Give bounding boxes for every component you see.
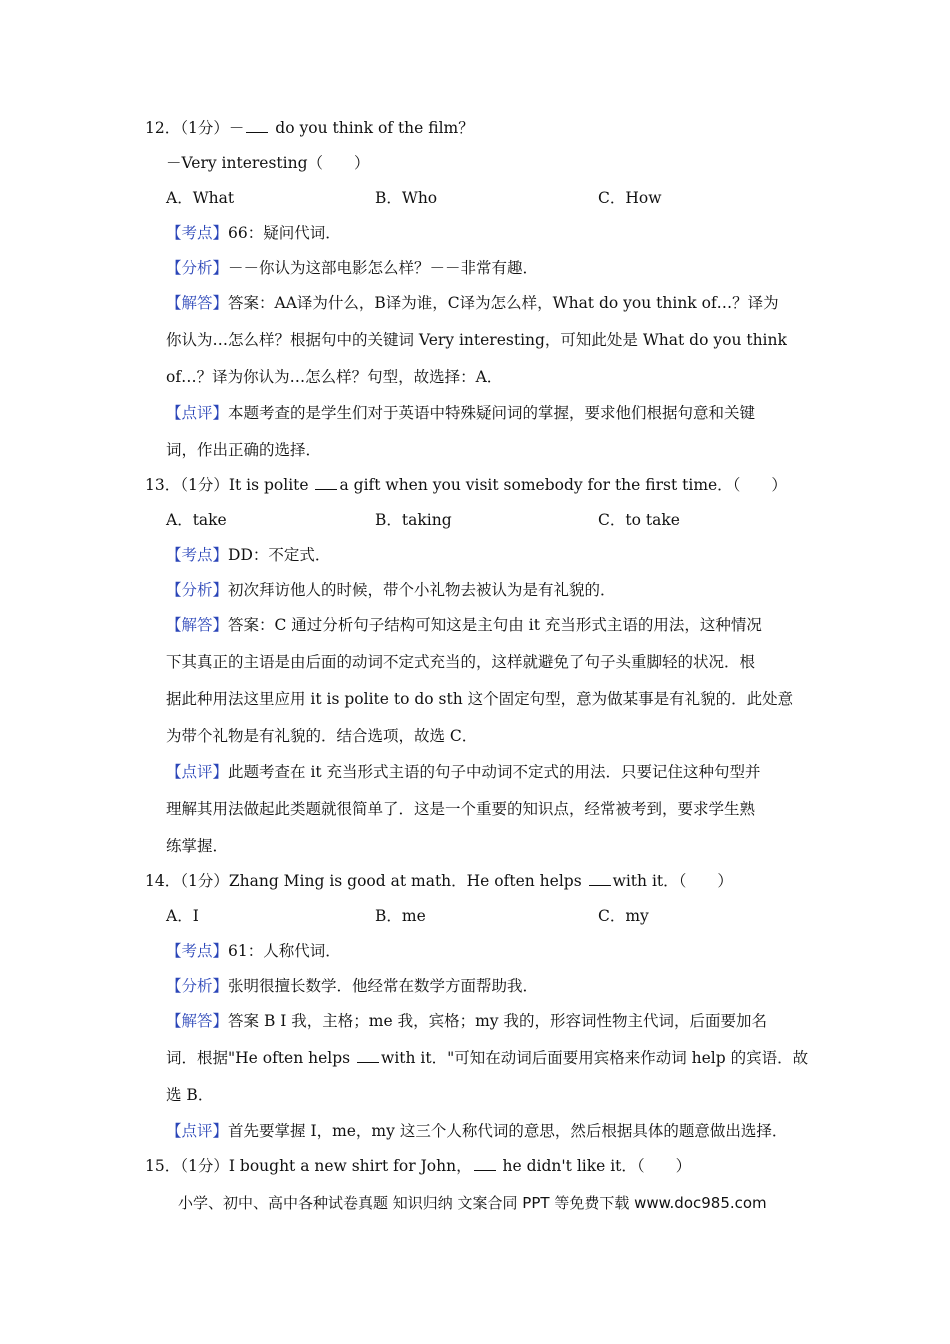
option-b: B．taking: [375, 511, 452, 529]
dianping-line: 词，作出正确的选择．: [166, 441, 322, 459]
option-c: C．to take: [598, 511, 680, 529]
option-c: C．my: [598, 907, 649, 925]
blank-line: [315, 475, 337, 490]
jieda-line: 为带个礼物是有礼貌的．结合选项，故选 C．: [166, 727, 478, 745]
fenxi-line: 【分析】张明很擅长数学．他经常在数学方面帮助我．: [166, 977, 539, 995]
fenxi-line: 【分析】初次拜访他人的时候，带个小礼物去被认为是有礼貌的．: [166, 581, 616, 599]
question-12-reply: －Very interesting（ ）: [166, 154, 370, 172]
question-score: （1分）: [180, 872, 229, 890]
kaodian-tag: 【考点】: [166, 546, 229, 564]
option-a: A．I: [166, 907, 199, 925]
fenxi-tag: 【分析】: [166, 977, 229, 995]
question-13-stem: 13．（1分）It is polite a gift when you visit somebody for the first time．（ ）: [145, 476, 787, 494]
fenxi-tag: 【分析】: [166, 259, 229, 277]
kaodian-line: 【考点】DD：不定式．: [166, 546, 331, 564]
dianping-line: 【点评】首先要掌握 I，me，my 这三个人称代词的意思，然后根据具体的题意做出选择．: [166, 1122, 788, 1140]
jieda-tag: 【解答】: [166, 616, 229, 634]
jieda-line: 【解答】答案：C 通过分析句子结构可知这是主句由 it 充当形式主语的用法，这种情况: [166, 616, 762, 634]
option-b: B．Who: [375, 189, 438, 207]
kaodian-tag: 【考点】: [166, 942, 229, 960]
question-score: （1分）: [180, 119, 229, 137]
question-number: 13．: [145, 476, 181, 494]
jieda-line: 词．根据"He often helps with it．"可知在动词后面要用宾格来作动词 help 的宾语．故: [166, 1049, 809, 1067]
question-number: 14．: [145, 872, 181, 890]
jieda-line: 【解答】答案：AA译为什么，B译为谁，C译为怎么样，What do you think of…？译为: [166, 294, 779, 312]
dianping-line: 【点评】此题考查在 it 充当形式主语的句子中动词不定式的用法．只要记住这种句型并: [166, 763, 761, 781]
option-a: A．What: [166, 189, 235, 207]
question-score: （1分）: [180, 476, 229, 494]
jieda-tag: 【解答】: [166, 294, 229, 312]
dianping-tag: 【点评】: [166, 1122, 229, 1140]
jieda-tag: 【解答】: [166, 1012, 229, 1030]
jieda-line: 下其真正的主语是由后面的动词不定式充当的，这样就避免了句子头重脚轻的状况．根: [166, 653, 756, 671]
jieda-line: 你认为…怎么样？根据句中的关键词 Very interesting，可知此处是 What do you think: [166, 331, 787, 349]
fenxi-line: 【分析】－－你认为这部电影怎么样？－－非常有趣．: [166, 259, 539, 277]
dianping-tag: 【点评】: [166, 763, 229, 781]
dianping-line: 理解其用法做起此类题就很简单了．这是一个重要的知识点，经常被考到，要求学生熟: [166, 800, 756, 818]
jieda-line: 【解答】答案 B I 我，主格；me 我，宾格；my 我的，形容词性物主代词，后面要加名: [166, 1012, 767, 1030]
question-number: 15．: [145, 1157, 181, 1175]
question-14-stem: 14．（1分）Zhang Ming is good at math．He often helps with it．（ ）: [145, 872, 733, 890]
blank-line: [474, 1156, 496, 1171]
option-a: A．take: [166, 511, 227, 529]
option-b: B．me: [375, 907, 426, 925]
option-c: C．How: [598, 189, 662, 207]
dianping-line: 【点评】本题考查的是学生们对于英语中特殊疑问词的掌握，要求他们根据句意和关键: [166, 404, 756, 422]
jieda-line: 选 B．: [166, 1086, 214, 1104]
kaodian-line: 【考点】61：人称代词．: [166, 942, 341, 960]
blank-line: [589, 871, 611, 886]
dianping-tag: 【点评】: [166, 404, 229, 422]
kaodian-tag: 【考点】: [166, 224, 229, 242]
dianping-line: 练掌握．: [166, 837, 229, 855]
fenxi-tag: 【分析】: [166, 581, 229, 599]
question-12-stem: 12．（1分）－ do you think of the film？: [145, 119, 474, 137]
question-score: （1分）: [180, 1157, 229, 1175]
question-15-stem: 15．（1分）I bought a new shirt for John， he didn't like it．（ ）: [145, 1157, 692, 1175]
jieda-line: 据此种用法这里应用 it is polite to do sth 这个固定句型，意为做某事是有礼貌的．此处意: [166, 690, 794, 708]
page-footer: 小学、初中、高中各种试卷真题 知识归纳 文案合同 PPT 等免费下载 www.doc985.com: [178, 1194, 767, 1212]
blank-line: [357, 1048, 379, 1063]
blank-line: [246, 118, 268, 133]
jieda-line: of…？译为你认为…怎么样？句型，故选择：A．: [166, 368, 503, 386]
kaodian-line: 【考点】66：疑问代词．: [166, 224, 341, 242]
question-number: 12．: [145, 119, 181, 137]
